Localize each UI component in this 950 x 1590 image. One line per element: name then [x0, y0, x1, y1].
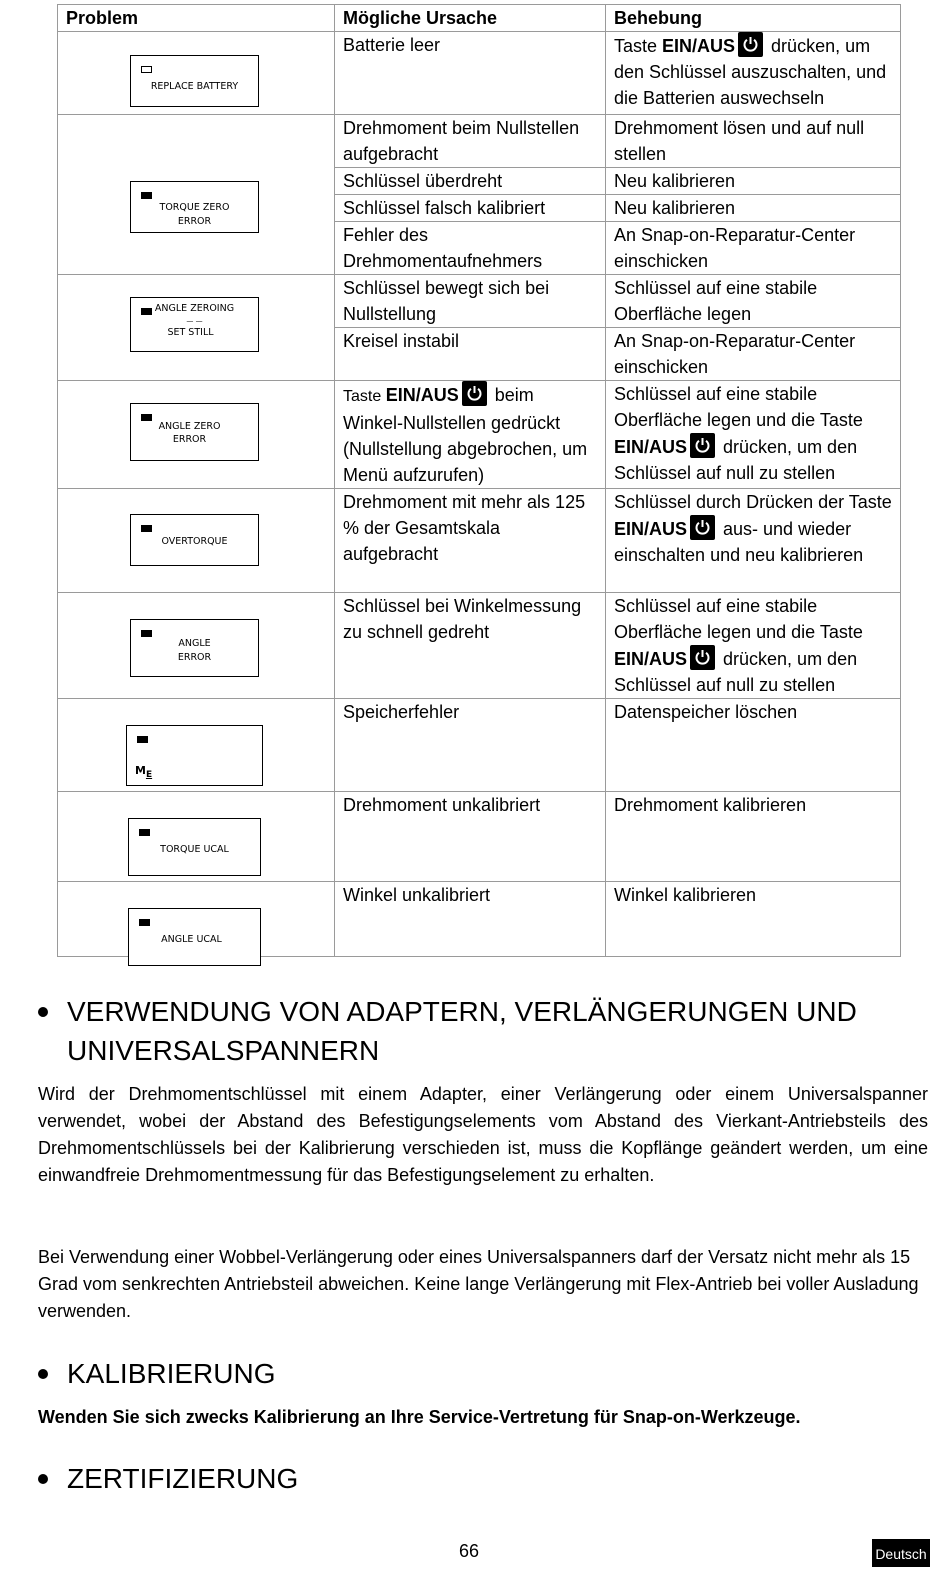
problem-cell — [58, 593, 335, 699]
cause-cell: Drehmoment mit mehr als 125 % der Gesamtskala aufgebracht — [335, 489, 606, 593]
header-problem: Problem — [58, 5, 335, 32]
calibration-text: Wenden Sie sich zwecks Kalibrierung an Ihre Service-Vertretung für Snap-on-Werkzeuge. — [38, 1407, 801, 1427]
adapters-paragraph-1: Wird der Drehmomentschlüssel mit einem Adapter, einer Verlängerung oder einem Universalspanner verwendet, wobei der Abstand des Befestigungselements vom Abstand des Vierkant-Antriebsteils des Drehmomentschlüssels bei der Kalibrierung verschieden ist, muss die Kopflänge geändert werden, um eine einwandfreie Drehmomentmessung für das Befestigungselement zu erhalten. — [38, 1084, 928, 1185]
remedy-cell: Schlüssel auf eine stabile Oberfläche legen und die Taste EIN/AUS drücken, um den Schlüssel auf null zu stellen — [606, 593, 901, 699]
remedy-cell: Taste EIN/AUS drücken, um den Schlüssel auszuschalten, und die Batterien auswechseln — [606, 32, 901, 115]
remedy-cell: Drehmoment kalibrieren — [606, 792, 901, 882]
bullet-icon — [38, 1007, 48, 1017]
page-number: 66 — [459, 1541, 480, 1561]
display-angle-zeroing: ANGLE ZEROING — — SET STILL — [130, 297, 259, 352]
remedy-cell: Schlüssel auf eine stabile Oberfläche legen und die Taste EIN/AUS drücken, um den Schlüssel auf null zu stellen — [606, 381, 901, 489]
problem-cell — [58, 882, 335, 957]
cause-cell: Kreisel instabil — [335, 328, 606, 381]
bullet-icon — [38, 1474, 48, 1484]
adapters-paragraph-2: Bei Verwendung einer Wobbel-Verlängerung oder eines Universalspanners darf der Versatz nicht mehr als 15 Grad vom senkrechten Antriebsteil abweichen. Keine lange Verlängerung mit Flex-Antrieb bei voller Ausladung verwenden. — [38, 1247, 919, 1321]
remedy-cell: Neu kalibrieren — [606, 195, 901, 222]
cause-cell: Schlüssel falsch kalibriert — [335, 195, 606, 222]
header-cause: Mögliche Ursache — [335, 5, 606, 32]
problem-cell — [58, 381, 335, 489]
remedy-cell: Schlüssel auf eine stabile Oberfläche legen — [606, 275, 901, 328]
cause-cell: Drehmoment unkalibriert — [335, 792, 606, 882]
cause-cell: Schlüssel bewegt sich bei Nullstellung — [335, 275, 606, 328]
memory-symbol: $M_E$ — [135, 764, 153, 780]
display-overtorque: OVERTORQUE — [130, 514, 259, 566]
display-angle-error: ANGLE ERROR — [130, 619, 259, 677]
bullet-icon — [38, 1369, 48, 1379]
remedy-cell: Winkel kalibrieren — [606, 882, 901, 957]
remedy-cell: Schlüssel durch Drücken der Taste EIN/AUS aus- und wieder einschalten und neu kalibrieren — [606, 489, 901, 593]
remedy-cell: Neu kalibrieren — [606, 168, 901, 195]
display-angle-zero-error: ANGLE ZERO ERROR — [130, 403, 259, 461]
cause-cell: Drehmoment beim Nullstellen aufgebracht — [335, 115, 606, 168]
troubleshooting-table — [57, 4, 901, 957]
battery-icon — [141, 525, 152, 532]
remedy-cell: Datenspeicher löschen — [606, 699, 901, 792]
remedy-cell: An Snap-on-Reparatur-Center einschicken — [606, 328, 901, 381]
battery-icon — [139, 919, 150, 926]
problem-cell — [58, 275, 335, 381]
power-icon — [690, 645, 715, 670]
problem-cell — [58, 489, 335, 593]
cause-cell: Speicherfehler — [335, 699, 606, 792]
battery-icon — [141, 192, 152, 199]
display-torque-ucal: TORQUE UCAL — [128, 818, 261, 876]
power-icon — [462, 381, 487, 406]
problem-cell — [58, 792, 335, 882]
problem-cell — [58, 32, 335, 115]
remedy-cell: Drehmoment lösen und auf null stellen — [606, 115, 901, 168]
display-replace-battery: REPLACE BATTERY — [130, 55, 259, 107]
cause-cell: Schlüssel bei Winkelmessung zu schnell gedreht — [335, 593, 606, 699]
cause-cell: Taste EIN/AUS beim Winkel-Nullstellen gedrückt (Nullstellung abgebrochen, um Menü aufzurufen) — [335, 381, 606, 489]
battery-icon — [139, 829, 150, 836]
battery-icon — [141, 630, 152, 637]
language-badge: Deutsch — [872, 1539, 930, 1567]
battery-empty-icon — [141, 66, 152, 73]
cause-cell: Fehler des Drehmomentaufnehmers — [335, 222, 606, 275]
header-remedy: Behebung — [606, 5, 901, 32]
display-memory-error — [126, 725, 263, 786]
battery-icon — [137, 736, 148, 743]
cause-cell: Winkel unkalibriert — [335, 882, 606, 957]
problem-cell — [58, 115, 335, 275]
cause-cell: Schlüssel überdreht — [335, 168, 606, 195]
problem-cell — [58, 699, 335, 792]
power-icon — [738, 32, 763, 57]
display-torque-zero-error: TORQUE ZERO ERROR — [130, 181, 259, 233]
power-icon — [690, 515, 715, 540]
cause-cell: Batterie leer — [335, 32, 606, 115]
power-icon — [690, 433, 715, 458]
remedy-cell: An Snap-on-Reparatur-Center einschicken — [606, 222, 901, 275]
display-angle-ucal: ANGLE UCAL — [128, 908, 261, 966]
